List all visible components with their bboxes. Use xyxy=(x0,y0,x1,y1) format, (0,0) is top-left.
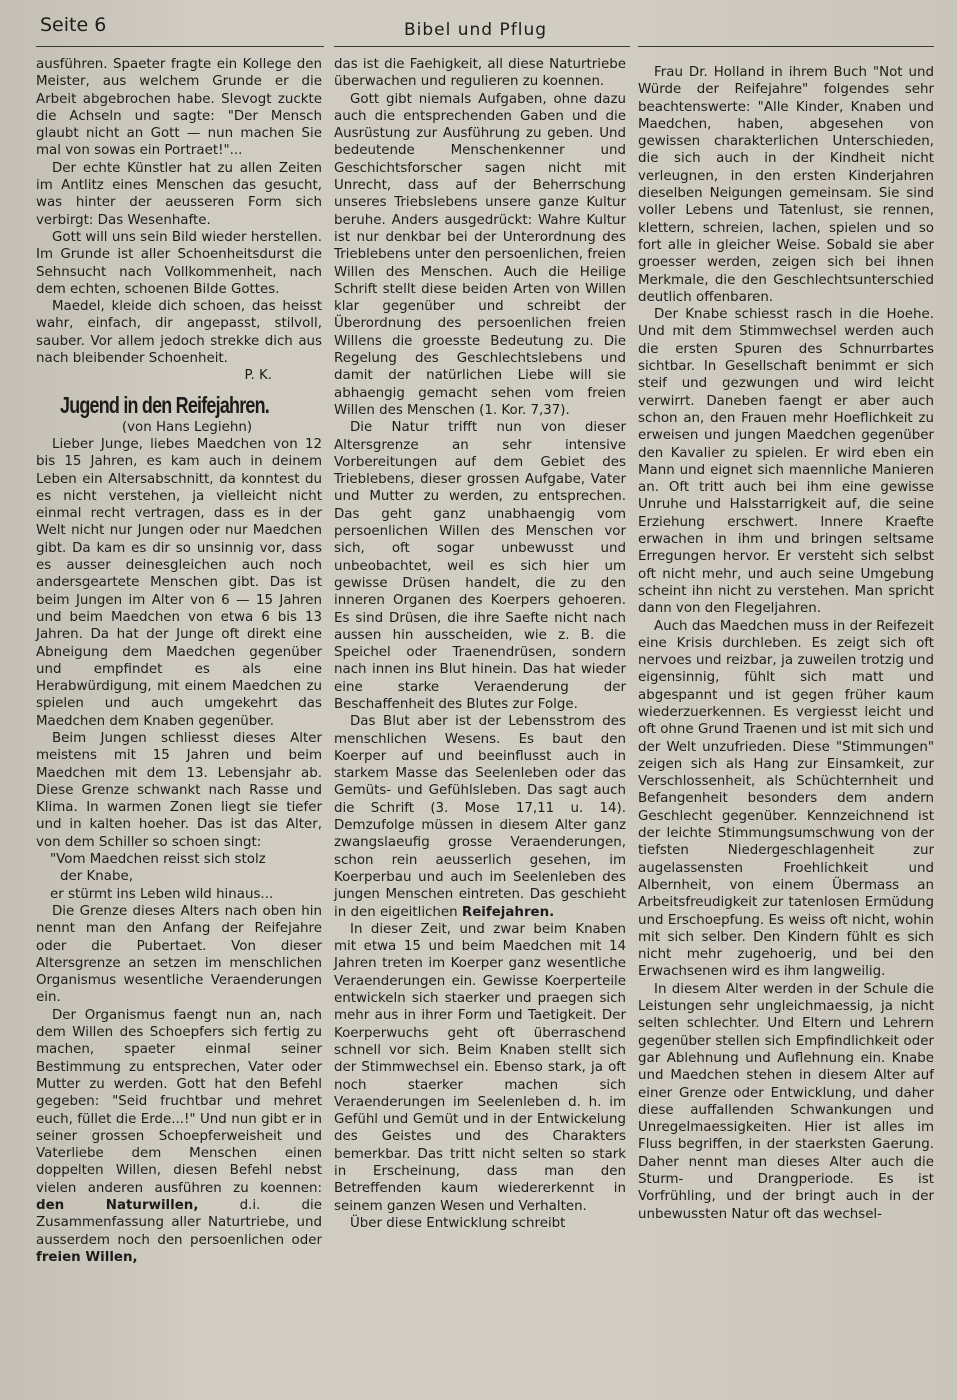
bold-term: freien Willen, xyxy=(36,1249,138,1265)
paragraph: Auch das Maedchen muss in der Reifezeit eine Krisis durchleben. Es zeigt sich oft nervoes und reizbar, ja zuweilen trotzig und eigensinnig, fühlt sich matt und abgespannt und ist gegen früher kaum wiederzuerkennen. Es vergiesst leicht und oft ohne Grund Traenen und ist mit sich und der Welt unzufrieden. Diese "Stimmungen" zeigen sich als Hang zur Einsamkeit, zur Verschlossenheit, als Schüchternheit und Befangenheit besonders dem andern Geschlecht gegenüber. Kennzeichnend ist der leichte Stimmungsumschwung von der tiefsten Niedergeschlagenheit zur augelassensten Froehlichkeit und Albernheit, von einem Übermass an Arbeitsfreudigkeit zur tatenlosen Ermüdung und Erschoepfung. Es weiss oft nicht, wohin mit sich selber. Den Kindern fühlt es sich nicht mehr zugehoerig, und bei den Erwachsenen wird es ihm langweilig. xyxy=(638,618,934,980)
page-number: Seite 6 xyxy=(40,14,107,36)
paragraph: Maedel, kleide dich schoen, das heisst wahr, einfach, dir angepasst, stilvoll, sauber. Vor allem jedoch strekke dich aus nach bleibender Schoenheit. xyxy=(36,299,322,367)
paragraph: Frau Dr. Holland in ihrem Buch "Not und Würde der Reifejahre" folgendes sehr beachtenswerte: "Alle Kinder, Knaben und Maedchen, haben, abgesehen von gewissen charakterlichen Unterschieden, die sich auch in der Kindheit nicht verleugnen, in den ersten Kinderjahren dieselben Neigungen gemeinsam. Sie sind voller Lebens und Tatenlust, sie rennen, klettern, schreien, lachen, spielen und so fort alle in gleicher Weise. Sobald sie aber groesser werden, zeigen sich bei ihnen Merkmale, die den Geschlechtsunterschied deutlich offenbaren. xyxy=(638,65,934,305)
paragraph: In dieser Zeit, und zwar beim Knaben mit etwa 15 und beim Maedchen mit 14 Jahren treten im Koerper ganz wesentliche Veraenderungen ein. Gewisse Koerperteile entwickeln sich staerker und praegen sich mehr aus in ihrer Form und Taetigkeit. Der Koerperwuchs geht oft überraschend schnell vor sich. Beim Knaben stellt sich der Stimmwechsel ein. Ebenso stark, ja oft noch staerker machen sich Veraenderungen im Seelenleben d. h. im Gefühl und Gemüt und in der Entwickelung des Geistes und des Charakters bemerkbar. Das tritt nicht selten so stark in Erscheinung, dass man den Betreffenden kaum wiedererkennt in seinem ganzen Wesen und Verhalten. xyxy=(334,921,626,1214)
paragraph: Die Natur trifft nun von dieser Altersgrenze an sehr intensive Vorbereitungen auf dem Gebiet des Trieblebens, dieser grossen Aufgabe, Vater und Mutter zu werden, zu entsprechen. Das geht ganz unabhaengig vom persoenlichen Willen des Menschen vor sich, oft sogar unbewusst und unbeobachtet, weil es sich hier um gewisse Drüsen handelt, die zu den inneren Organen des Koerpers gehoeren. Es sind Drüsen, die ihre Saefte nicht nach aussen hin ausscheiden, wie z. B. die Speichel oder Traenendrüsen, sondern nach innen ins Blut hinein. Das hat wieder eine starke Veraenderung der Beschaffenheit des Blutes zur Folge. xyxy=(334,420,626,712)
paragraph xyxy=(36,1007,322,1266)
author-signature: P. K. xyxy=(244,368,272,384)
paragraph: das ist die Faehigkeit, all diese Naturtriebe überwachen und regulieren zu koennen. xyxy=(334,57,626,90)
paragraph: Der echte Künstler hat zu allen Zeiten im Antlitz eines Menschen das gesucht, was hinter der aeusseren Form sich verbirgt: Das Wesenhafte. xyxy=(36,160,322,228)
poem-line: er stürmt ins Leben wild hinaus... xyxy=(50,886,274,902)
header-rule-center xyxy=(334,46,630,47)
publication-title: Bibel und Pflug xyxy=(404,20,548,40)
column-left xyxy=(36,56,322,1266)
poem-quote xyxy=(36,851,322,903)
paragraph: Beim Jungen schliesst dieses Alter meistens mit 15 Jahren und beim Maedchen mit dem 13. Lebensjahr ab. Diese Grenze schwankt nach Rasse und Klima. In warmen Zonen liegt sie tiefer und in kalten hoeher. Das ist das Alter, von dem Schiller so schoen singt: xyxy=(36,730,322,850)
article-byline: (von Hans Legiehn) xyxy=(121,419,253,435)
header-rule-right xyxy=(638,46,934,47)
text-run: Das Blut aber ist der Lebensstrom des menschlichen Wesens. Es baut den Koerper auf und beeinflusst auch in starkem Masse das Seelenleben oder das Gemüts- und Gefühlsleben. Das sagt auch die Schrift (3. Mose 17,11 u. 14). Demzufolge müssen in diesem Alter ganz zwangslaeufig grosse Veraenderungen, schon rein aeusserlich gesehen, im Koerperbau und auch im Seelenleben des jungen Menschen eintreten. Das geschieht in den eigeitlichen xyxy=(334,714,626,920)
bold-term: Reifejahren. xyxy=(461,904,555,920)
paragraph: Gott gibt niemals Aufgaben, ohne dazu auch die entsprechenden Gaben und die Ausrüstung zur Ausführung zu geben. Und bedeutende Menschenkenner und Geschichtsforscher sagen nicht mit Unrecht, dass auf der Beherrschung unseres Triebslebens unsere ganze Kultur beruhe. Anders ausgedrückt: Wahre Kultur ist nur denkbar bei der Unterordnung des Trieblebens unter den persoenlichen, freien Willen des Menschen. Auch die Heilige Schrift stellt diese beiden Arten von Willen klar gegenüber und schreibt der Überordnung des persoenlichen freien Willens die groesste Bedeutung zu. Die Regelung des Geschlechtslebens und damit der natürlichen Liebe will sie abhaengig gemacht sehen vom freien Willen des Menschen (1. Kor. 7,37). xyxy=(334,91,626,418)
paragraph: Die Grenze dieses Alters nach oben hin nennt man den Anfang der Reifejahre oder die Pubertaet. Von dieser Altersgrenze an setzen im menschlichen Organismus wesentliche Veraenderungen ein. xyxy=(36,903,322,1006)
paragraph: Der Knabe schiesst rasch in die Hoehe. Und mit dem Stimmwechsel werden auch die ersten Spuren des Schnurrbartes sichtbar. In Gesellschaft benimmt er sich steif und gezwungen und wird leicht verwirrt. Daneben faengt er aber auch schon an, den Frauen mehr Hoeflichkeit zu erweisen und jungen Maedchen gegenüber den Kavalier zu spielen. Er wird eben ein Mann und eignet sich maennliche Manieren an. Oft tritt auch bei ihm eine gewisse Unruhe und Halsstarrigkeit auf, die seine Erziehung erschwert. Innere Kraefte erwachen in ihm und bringen seltsame Erregungen hervor. Er versteht sich selbst oft nicht mehr, und auch seine Umgebung scheint ihn nicht zu verstehen. Man spricht dann von den Flegeljahren. xyxy=(638,307,934,617)
paragraph: Über diese Entwicklung schreibt xyxy=(350,1215,566,1231)
header-rule-left xyxy=(36,46,324,47)
poem-line: der Knabe, xyxy=(60,869,133,885)
column-right xyxy=(638,64,934,1223)
paragraph xyxy=(334,713,626,921)
bold-term: den Naturwillen, xyxy=(36,1198,199,1213)
paragraph: Gott will uns sein Bild wieder herstellen. Im Grunde ist aller Schoenheitsdurst die Sehnsucht nach Vollkommenheit, nach dem echten, schoenen Bilde Gottes. xyxy=(36,229,322,297)
poem-line: "Vom Maedchen reisst sich stolz xyxy=(50,852,266,868)
paragraph: Lieber Junge, liebes Maedchen von 12 bis 15 Jahren, es kam auch in deinem Leben ein Altersabschnitt, da konntest du es nicht verstehen, ja vielleicht nicht einmal recht vertragen, dass es in der Welt nicht nur Jungen oder nur Maedchen gibt. Da kam es dir so unsinnig vor, dass es ausser deinesgleichen auch noch andersgeartete Menschen gibt. Das ist beim Jungen im Alter von 6 — 15 Jahren und beim Maedchen von etwa 6 bis 13 Jahren. Da hat der Junge oft direkt eine Abneigung dem Maedchen gegenüber und empfindet es als eine Herabwürdigung, mit einem Maedchen zu spielen und auch umgekehrt das Maedchen dem Knaben gegenüber. xyxy=(36,436,322,729)
column-center xyxy=(334,56,626,1232)
article-heading: Jugend in den Reifejahren. xyxy=(60,391,269,418)
text-run: Der Organismus faengt nun an, nach dem Willen des Schoepfers sich fertig zu machen, spaeter einmal seiner Bestimmung zu entsprechen, Vater oder Mutter zu werden. Gott hat den Befehl gegeben: "Seid fruchtbar und mehret euch, füllet die Erde...!" Und nun gibt er in seiner grossen Schoepferweisheit und Vaterliebe dem Menschen einen doppelten Willen, diesen Befehl nebst vielen anderen ausführen zu koennen: xyxy=(36,1007,322,1196)
text-run: d.i. die Zusammenfassung aller Naturtriebe, und ausserdem noch den persoenlichen oder xyxy=(36,1198,322,1248)
paragraph: In diesem Alter werden in der Schule die Leistungen sehr ungleichmaessig, ja nicht selten schlechter. Und Eltern und Lehrern gegenüber stellen sich Empfindlichkeit oder gar Ablehnung und Auflehnung ein. Knabe und Maedchen stehen in diesem Alter auf einer Grenze oder Entwicklung, und daher diese auffallenden Schwankungen und Unregelmaessigkeiten. Hier ist alles im Fluss begriffen, in der staerksten Gaerung. Daher nennt man dieses Alter auch die Sturm- und Drangperiode. Es ist Vorfrühling, und der bringt auch in der unbewussten Natur oft das wechsel- xyxy=(638,981,934,1222)
paragraph: ausführen. Spaeter fragte ein Kollege den Meister, aus welchem Grunde er die Arbeit abgebrochen habe. Slevogt zuckte die Achseln und sagte: "Der Mensch glaubt nicht an Gott — nun machen Sie mal von sowas ein Portraet!"... xyxy=(36,57,322,159)
